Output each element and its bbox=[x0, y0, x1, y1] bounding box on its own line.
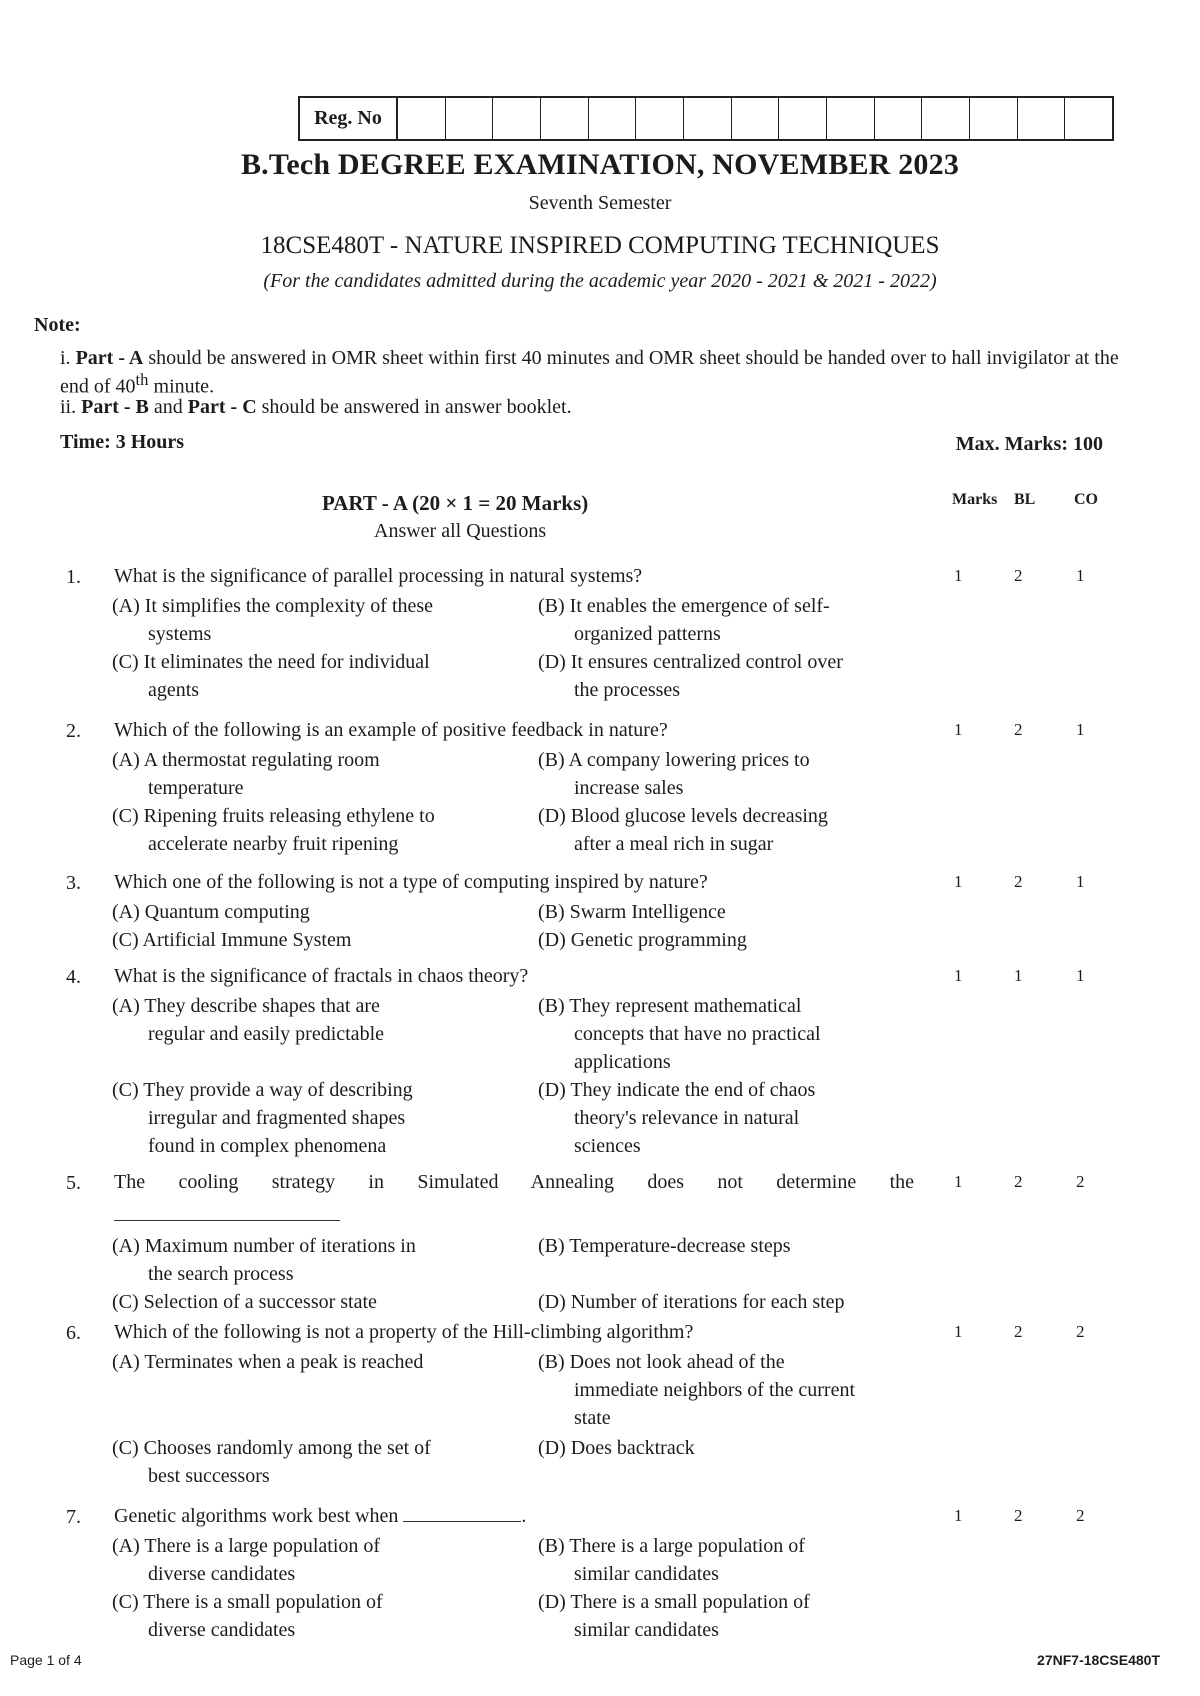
option-line: agents bbox=[148, 679, 200, 701]
option-line: (C) It eliminates the need for individual bbox=[112, 651, 430, 673]
question-co: 1 bbox=[1076, 872, 1085, 891]
question-co: 1 bbox=[1076, 566, 1085, 585]
option-line: theory's relevance in natural bbox=[574, 1107, 800, 1129]
option-line: temperature bbox=[148, 777, 244, 799]
option-c bbox=[112, 1076, 492, 1160]
option-b bbox=[538, 592, 918, 648]
question-text-content: Which of the following is not a property of the Hill-climbing algorithm? bbox=[114, 1321, 694, 1343]
option-a bbox=[112, 1532, 492, 1588]
question-number: 6. bbox=[66, 1322, 81, 1344]
option-line: (B) Temperature-decrease steps bbox=[538, 1235, 791, 1257]
option-b bbox=[538, 746, 918, 802]
note-2: ii. Part - B and Part - C should be answered in answer booklet. bbox=[60, 396, 572, 418]
reg-no-cell[interactable] bbox=[398, 98, 446, 139]
option-line: accelerate nearby fruit ripening bbox=[148, 833, 399, 855]
option-line: (A) A thermostat regulating room bbox=[112, 749, 380, 771]
question-bl: 2 bbox=[1014, 1172, 1023, 1191]
option-d bbox=[538, 1076, 918, 1160]
course-title: 18CSE480T - NATURE INSPIRED COMPUTING TECHNIQUES bbox=[260, 232, 940, 259]
question-text-content: Genetic algorithms work best when bbox=[114, 1505, 399, 1527]
option-c bbox=[112, 648, 492, 704]
option-line: similar candidates bbox=[574, 1563, 719, 1585]
question-text bbox=[114, 1168, 914, 1196]
reg-no-cell[interactable] bbox=[684, 98, 732, 139]
option-a bbox=[112, 746, 492, 802]
option-d bbox=[538, 802, 918, 858]
question-text bbox=[114, 868, 914, 896]
question-bl: 2 bbox=[1014, 872, 1023, 891]
reg-no-cell[interactable] bbox=[779, 98, 827, 139]
question-marks: 1 bbox=[954, 1322, 963, 1341]
option-line: best successors bbox=[148, 1465, 270, 1487]
option-line: systems bbox=[148, 623, 212, 645]
option-line: (A) It simplifies the complexity of these bbox=[112, 595, 434, 617]
option-line: (C) Chooses randomly among the set of bbox=[112, 1437, 431, 1459]
question-number: 1. bbox=[66, 566, 81, 588]
note-label: Note: bbox=[34, 314, 81, 336]
option-line: diverse candidates bbox=[148, 1619, 296, 1641]
option-line: irregular and fragmented shapes bbox=[148, 1107, 406, 1129]
question-marks: 1 bbox=[954, 966, 963, 985]
reg-no-cell[interactable] bbox=[446, 98, 494, 139]
page-number: Page 1 of 4 bbox=[10, 1652, 82, 1668]
option-line: diverse candidates bbox=[148, 1563, 296, 1585]
option-c bbox=[112, 926, 492, 954]
question-text-content: Which one of the following is not a type of computing inspired by nature? bbox=[114, 871, 708, 893]
exam-title: B.Tech DEGREE EXAMINATION, NOVEMBER 2023 bbox=[240, 148, 960, 181]
note-1: i. Part - A should be answered in OMR sheet within first 40 minutes and OMR sheet should be handed over to hall invigilator at the end of 40th minute. bbox=[60, 347, 1119, 398]
question-number: 5. bbox=[66, 1172, 81, 1194]
question-text-content: Which of the following is an example of positive feedback in nature? bbox=[114, 719, 668, 741]
option-line: (A) Maximum number of iterations in bbox=[112, 1235, 416, 1257]
option-c bbox=[112, 1588, 492, 1644]
max-marks: Max. Marks: 100 bbox=[955, 433, 1103, 455]
option-line: (C) Artificial Immune System bbox=[112, 929, 352, 951]
option-line: (D) Number of iterations for each step bbox=[538, 1291, 845, 1313]
question-co: 2 bbox=[1076, 1506, 1085, 1525]
option-d bbox=[538, 1288, 918, 1316]
option-c bbox=[112, 1434, 492, 1490]
question-number: 2. bbox=[66, 720, 81, 742]
option-line: the processes bbox=[574, 679, 681, 701]
option-line: organized patterns bbox=[574, 623, 721, 645]
reg-no-cell[interactable] bbox=[1065, 98, 1112, 139]
option-line: (B) There is a large population of bbox=[538, 1535, 805, 1557]
option-d bbox=[538, 926, 918, 954]
option-line: (A) They describe shapes that are bbox=[112, 995, 380, 1017]
option-line: (A) Quantum computing bbox=[112, 901, 310, 923]
option-line: state bbox=[574, 1407, 611, 1429]
option-line: (D) They indicate the end of chaos bbox=[538, 1079, 816, 1101]
col-head-bl: BL bbox=[1014, 491, 1036, 508]
option-line: (D) Genetic programming bbox=[538, 929, 747, 951]
option-d bbox=[538, 648, 918, 704]
option-line: (C) They provide a way of describing bbox=[112, 1079, 413, 1101]
option-b bbox=[538, 898, 918, 926]
option-line: (B) It enables the emergence of self- bbox=[538, 595, 830, 617]
option-line: applications bbox=[574, 1051, 671, 1073]
question-bl: 1 bbox=[1014, 966, 1023, 985]
semester: Seventh Semester bbox=[528, 192, 672, 214]
question-marks: 1 bbox=[954, 1506, 963, 1525]
question-text-content: What is the significance of fractals in chaos theory? bbox=[114, 965, 529, 987]
question-co: 1 bbox=[1076, 966, 1085, 985]
reg-no-cell[interactable] bbox=[875, 98, 923, 139]
reg-no-cell[interactable] bbox=[493, 98, 541, 139]
question-text bbox=[114, 1318, 914, 1346]
question-marks: 1 bbox=[954, 720, 963, 739]
option-line: (C) Selection of a successor state bbox=[112, 1291, 377, 1313]
question-text bbox=[114, 1502, 914, 1530]
option-d bbox=[538, 1588, 918, 1644]
reg-no-cell[interactable] bbox=[970, 98, 1018, 139]
answer-blank bbox=[114, 1220, 340, 1221]
option-line: (D) Does backtrack bbox=[538, 1437, 695, 1459]
option-line: similar candidates bbox=[574, 1619, 719, 1641]
option-a bbox=[112, 1348, 492, 1376]
reg-no-box bbox=[298, 96, 1114, 141]
option-a bbox=[112, 992, 492, 1048]
option-line: concepts that have no practical bbox=[574, 1023, 821, 1045]
option-line: (D) It ensures centralized control over bbox=[538, 651, 843, 673]
period: . bbox=[521, 1505, 527, 1527]
question-bl: 2 bbox=[1014, 1322, 1023, 1341]
option-line: (D) Blood glucose levels decreasing bbox=[538, 805, 828, 827]
option-line: found in complex phenomena bbox=[148, 1135, 387, 1157]
reg-no-cell[interactable] bbox=[922, 98, 970, 139]
option-line: (A) There is a large population of bbox=[112, 1535, 381, 1557]
option-line: the search process bbox=[148, 1263, 294, 1285]
reg-no-cells bbox=[398, 98, 1112, 139]
reg-no-cell[interactable] bbox=[541, 98, 589, 139]
reg-no-cell[interactable] bbox=[1018, 98, 1066, 139]
option-line: (C) There is a small population of bbox=[112, 1591, 383, 1613]
reg-no-cell[interactable] bbox=[589, 98, 637, 139]
question-text bbox=[114, 562, 914, 590]
part-a-title: PART - A (20 × 1 = 20 Marks) bbox=[322, 491, 589, 515]
answer-blank bbox=[403, 1503, 521, 1522]
option-b bbox=[538, 992, 918, 1076]
option-line: sciences bbox=[574, 1135, 641, 1157]
option-c bbox=[112, 1288, 492, 1316]
option-a bbox=[112, 1232, 492, 1288]
option-a bbox=[112, 898, 492, 926]
question-text-content: The cooling strategy in Simulated Annealing does not determine the bbox=[114, 1171, 914, 1193]
question-marks: 1 bbox=[954, 566, 963, 585]
admitted-note: (For the candidates admitted during the academic year 2020 - 2021 & 2021 - 2022) bbox=[263, 270, 937, 292]
question-bl: 2 bbox=[1014, 720, 1023, 739]
option-line: (C) Ripening fruits releasing ethylene to bbox=[112, 805, 435, 827]
option-line: regular and easily predictable bbox=[148, 1023, 384, 1045]
option-line: (D) There is a small population of bbox=[538, 1591, 810, 1613]
exam-duration: Time: 3 Hours bbox=[60, 431, 185, 453]
question-co: 2 bbox=[1076, 1322, 1085, 1341]
option-c bbox=[112, 802, 492, 858]
option-d bbox=[538, 1434, 918, 1462]
reg-no-cell[interactable] bbox=[732, 98, 780, 139]
option-line: (B) Does not look ahead of the bbox=[538, 1351, 785, 1373]
question-text bbox=[114, 716, 914, 744]
col-head-co: CO bbox=[1074, 491, 1098, 508]
option-b bbox=[538, 1232, 918, 1260]
reg-no-cell[interactable] bbox=[827, 98, 875, 139]
option-line: (B) They represent mathematical bbox=[538, 995, 802, 1017]
question-bl: 2 bbox=[1014, 566, 1023, 585]
option-line: immediate neighbors of the current bbox=[574, 1379, 856, 1401]
question-co: 2 bbox=[1076, 1172, 1085, 1191]
question-number: 7. bbox=[66, 1506, 81, 1528]
paper-code: 27NF7-18CSE480T bbox=[1037, 1652, 1160, 1668]
question-number: 3. bbox=[66, 872, 81, 894]
reg-no-label: Reg. No bbox=[300, 98, 398, 139]
option-b bbox=[538, 1348, 918, 1432]
question-marks: 1 bbox=[954, 1172, 963, 1191]
option-a bbox=[112, 592, 492, 648]
option-line: (A) Terminates when a peak is reached bbox=[112, 1351, 424, 1373]
option-line: (B) Swarm Intelligence bbox=[538, 901, 726, 923]
question-bl: 2 bbox=[1014, 1506, 1023, 1525]
option-line: after a meal rich in sugar bbox=[574, 833, 774, 855]
question-marks: 1 bbox=[954, 872, 963, 891]
question-text bbox=[114, 962, 914, 990]
option-line: (B) A company lowering prices to bbox=[538, 749, 810, 771]
reg-no-cell[interactable] bbox=[636, 98, 684, 139]
col-head-marks: Marks bbox=[952, 491, 998, 508]
question-co: 1 bbox=[1076, 720, 1085, 739]
option-b bbox=[538, 1532, 918, 1588]
option-line: increase sales bbox=[574, 777, 684, 799]
question-text-content: What is the significance of parallel processing in natural systems? bbox=[114, 565, 643, 587]
question-number: 4. bbox=[66, 966, 81, 988]
part-a-subtitle: Answer all Questions bbox=[374, 520, 547, 542]
